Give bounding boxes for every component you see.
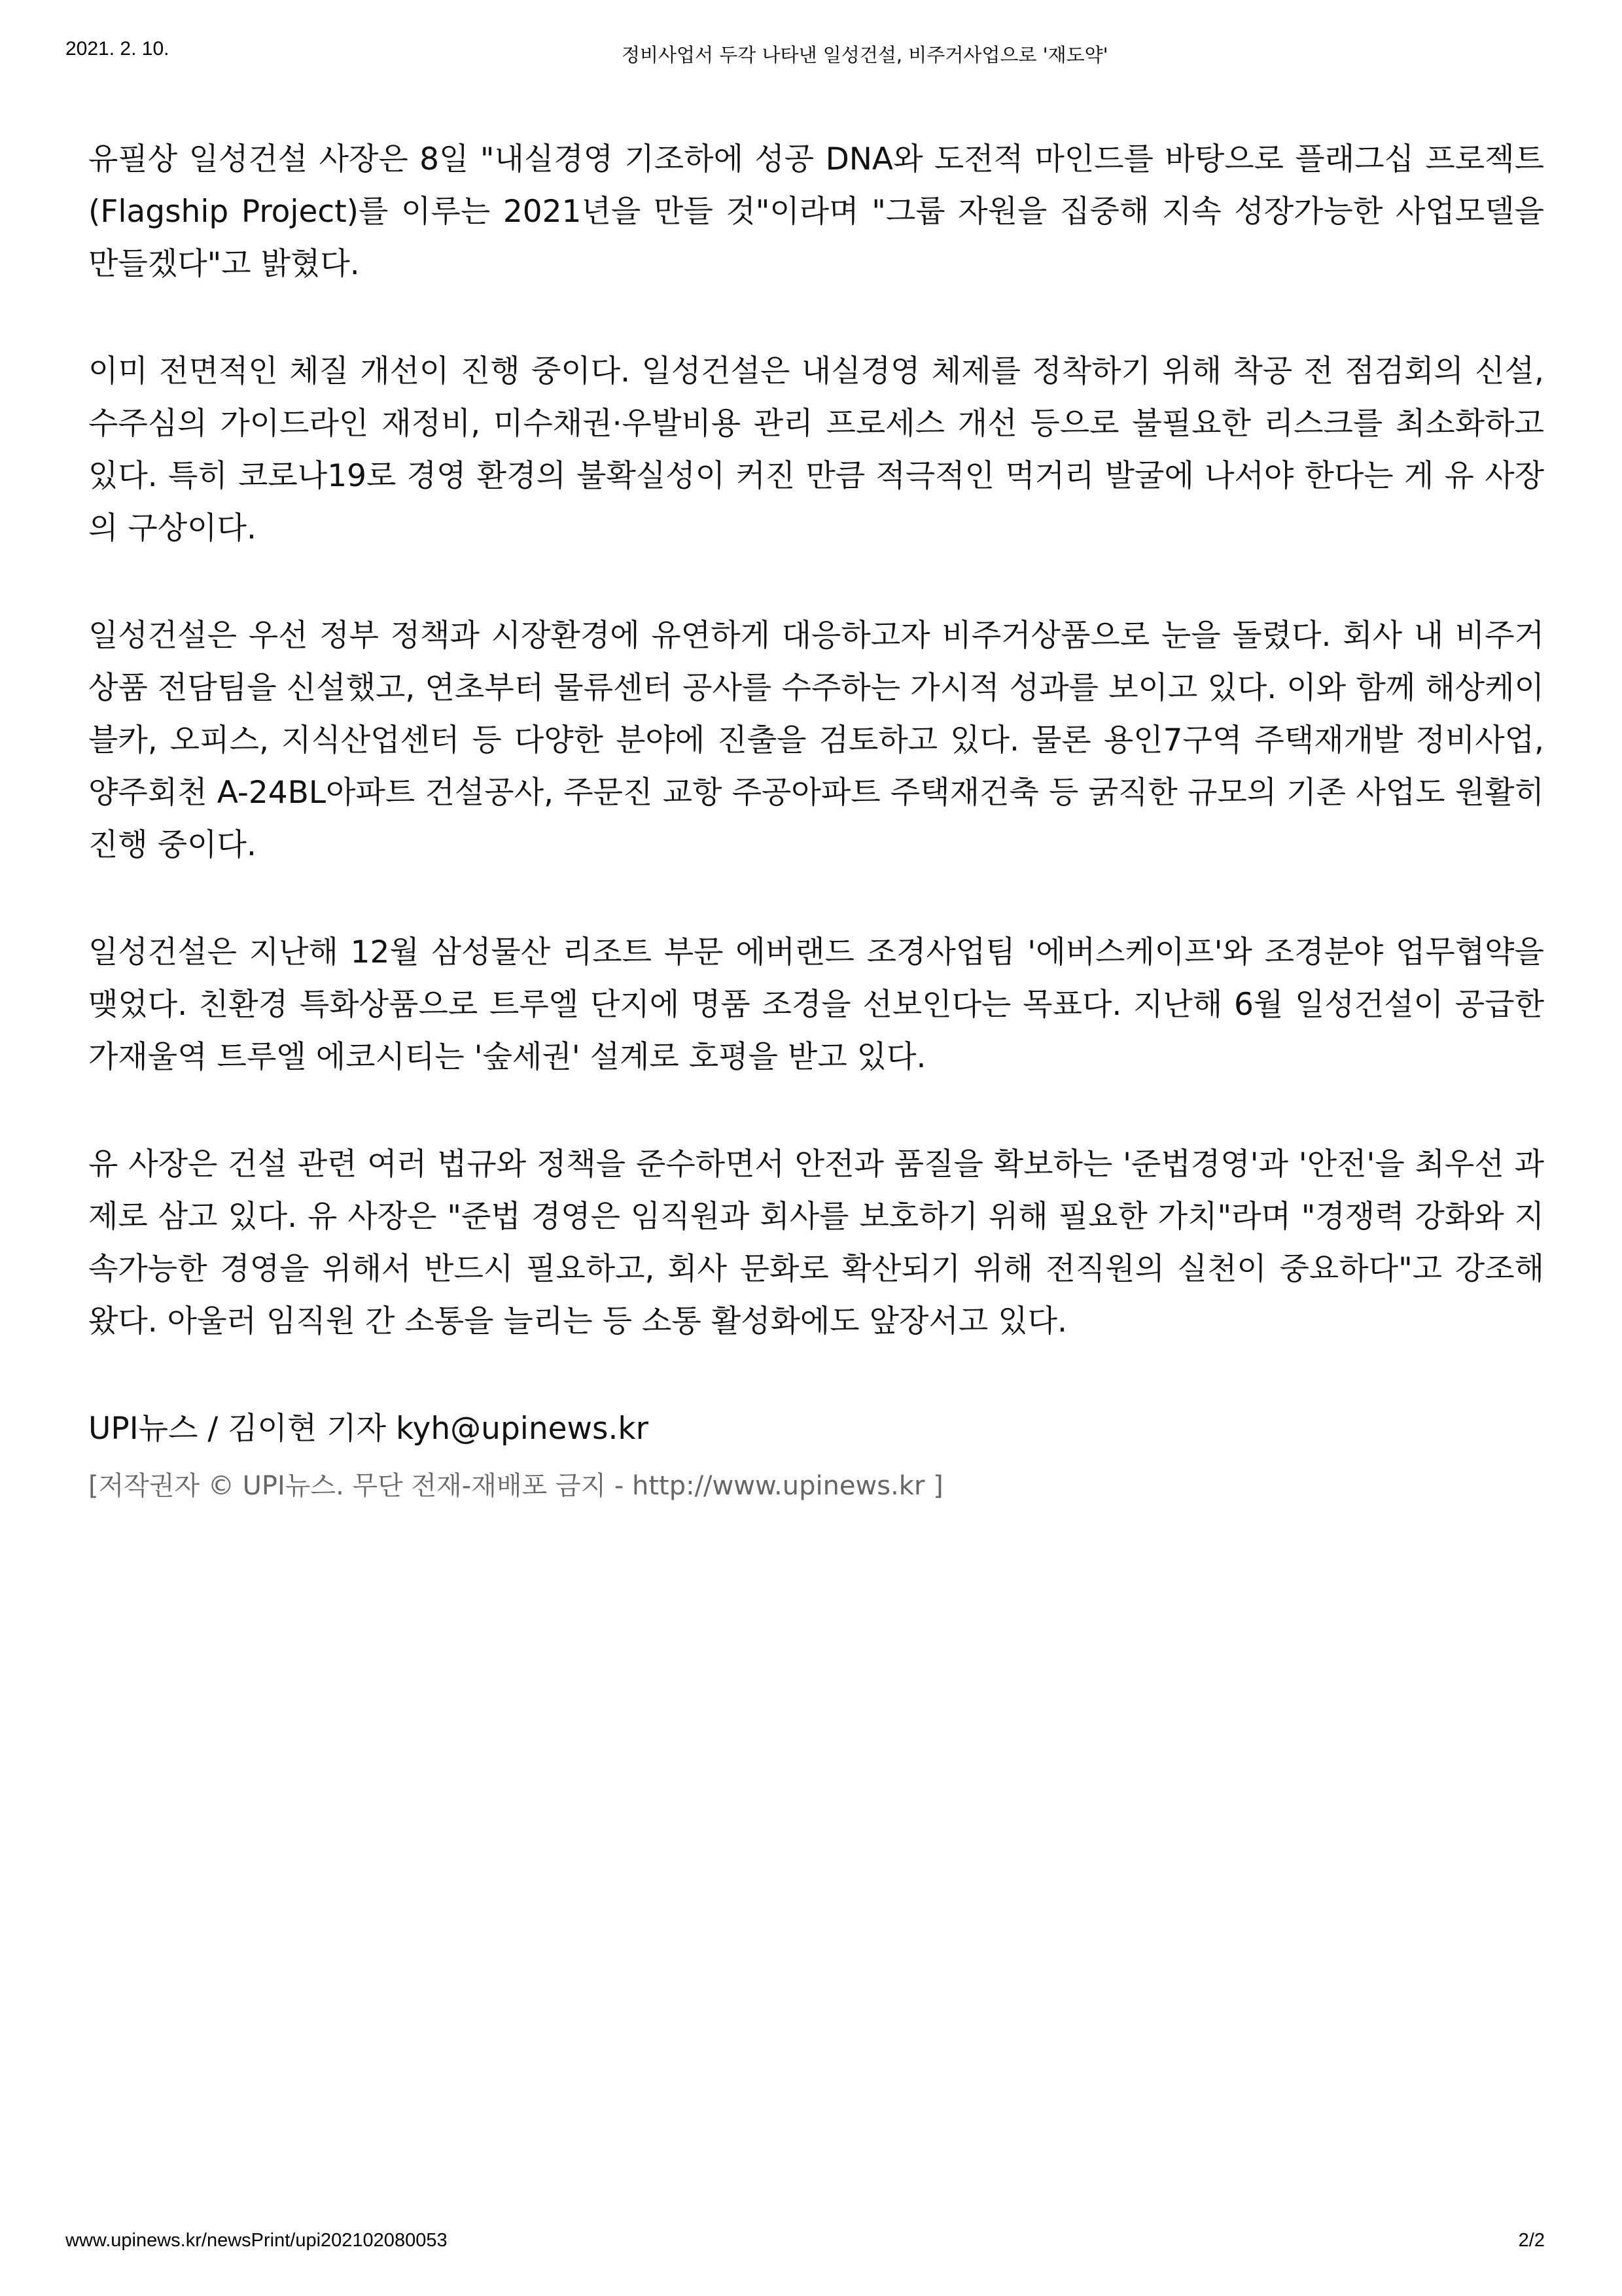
page-number: 2/2: [1518, 2230, 1545, 2251]
article-body: [88, 133, 1544, 1508]
copyright-notice: [저작권자 © UPI뉴스. 무단 전재-재배포 금지 - http://www.upinews.kr ]: [88, 1471, 943, 1501]
print-date: 2021. 2. 10.: [65, 38, 169, 60]
article-paragraph-5: 유 사장은 건설 관련 여러 법규와 정책을 준수하면서 안전과 품질을 확보하는 '준법경영'과 '안전'을 최우선 과제로 삼고 있다. 유 사장은 "준법 경영은 임직원과 회사를 보호하기 위해 필요한 가치"라며 "경쟁력 강화와 지속가능한 경영을 위해서 반드시 필요하고, 회사 문화로 확산되기 위해 전직원의 실천이 중요하다"고 강조해 왔다. 아울러 임직원 간 소통을 늘리는 등 소통 활성화에도 앞장서고 있다.: [88, 1146, 1544, 1339]
article-byline: UPI뉴스 / 김이현 기자 kyh@upinews.kr: [88, 1411, 648, 1447]
print-footer-url: www.upinews.kr/newsPrint/upi202102080053: [65, 2230, 448, 2251]
article-paragraph-3: 일성건설은 우선 정부 정책과 시장환경에 유연하게 대응하고자 비주거상품으로 눈을 돌렸다. 회사 내 비주거상품 전담팀을 신설했고, 연초부터 물류센터 공사를 수주하는 가시적 성과를 보이고 있다. 이와 함께 해상케이블카, 오피스, 지식산업센터 등 다양한 분야에 진출을 검토하고 있다. 물론 용인7구역 주택재개발 정비사업, 양주회천 A-24BL아파트 건설공사, 주문진 교항 주공아파트 주택재건축 등 굵직한 규모의 기존 사업도 원활히 진행 중이다.: [88, 618, 1544, 863]
article-paragraph-4: 일성건설은 지난해 12월 삼성물산 리조트 부문 에버랜드 조경사업팀 '에버스케이프'와 조경분야 업무협약을 맺었다. 친환경 특화상품으로 트루엘 단지에 명품 조경을 선보인다는 목표다. 지난해 6월 일성건설이 공급한 가재울역 트루엘 에코시티는 '숲세권' 설계로 호평을 받고 있다.: [88, 934, 1544, 1075]
article-paragraph-2: 이미 전면적인 체질 개선이 진행 중이다. 일성건설은 내실경영 체제를 정착하기 위해 착공 전 점검회의 신설, 수주심의 가이드라인 재정비, 미수채권·우발비용 관리 프로세스 개선 등으로 불필요한 리스크를 최소화하고 있다. 특히 코로나19로 경영 환경의 불확실성이 커진 만큼 적극적인 먹거리 발굴에 나서야 한다는 게 유 사장의 구상이다.: [88, 353, 1544, 546]
print-header-title: 정비사업서 두각 나타낸 일성건설, 비주거사업으로 '재도약': [622, 44, 1108, 66]
article-paragraph-1: 유필상 일성건설 사장은 8일 "내실경영 기조하에 성공 DNA와 도전적 마인드를 바탕으로 플래그십 프로젝트(Flagship Project)를 이루는 2021년을 만들 것"이라며 "그룹 자원을 집중해 지속 성장가능한 사업모델을 만들겠다"고 밝혔다.: [88, 141, 1544, 282]
